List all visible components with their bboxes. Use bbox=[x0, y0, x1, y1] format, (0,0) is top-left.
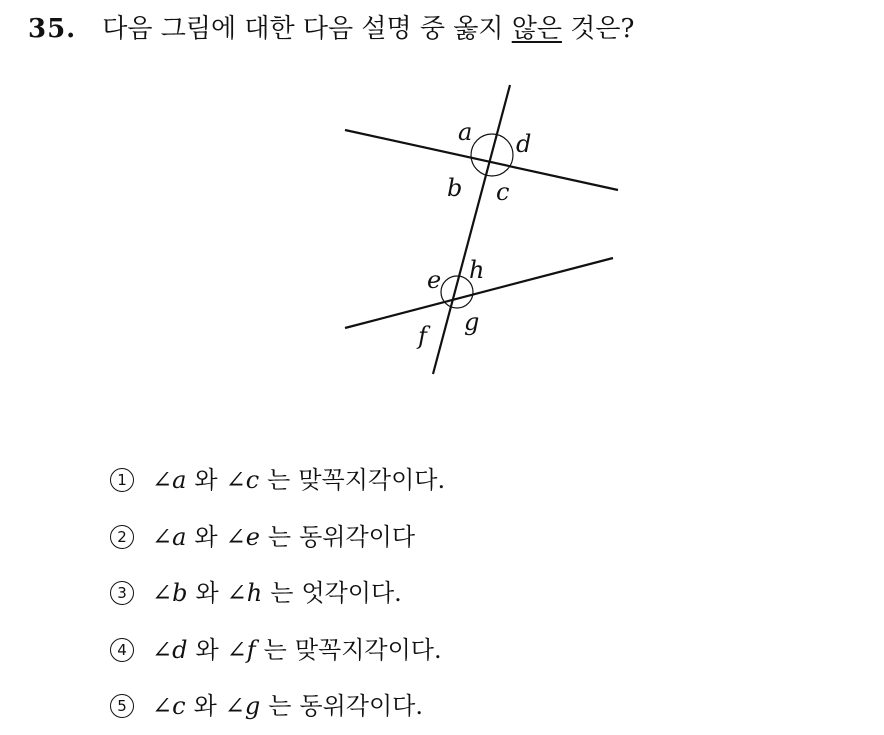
question-text-before: 다음 그림에 대한 다음 설명 중 옳지 bbox=[102, 14, 512, 44]
choice-number: 3 bbox=[110, 581, 134, 605]
choice-5[interactable] bbox=[110, 678, 445, 735]
choice-4[interactable] bbox=[110, 622, 445, 679]
choice-angle-2: ∠e bbox=[225, 522, 260, 551]
upper-line bbox=[345, 130, 618, 190]
choice-1[interactable] bbox=[110, 452, 445, 509]
choice-statement: 맞꼭지각이다. bbox=[294, 635, 442, 664]
figure-svg bbox=[330, 80, 630, 380]
choice-statement: 동위각이다 bbox=[299, 522, 416, 551]
question-text-after: 것은? bbox=[561, 14, 635, 44]
choice-number: 4 bbox=[110, 638, 134, 662]
choice-number: 1 bbox=[110, 468, 134, 492]
choice-topic: 는 bbox=[267, 466, 291, 495]
label-d: d bbox=[516, 130, 532, 158]
choice-statement: 맞꼭지각이다. bbox=[298, 466, 446, 495]
label-b: b bbox=[447, 174, 463, 202]
choice-angle-1: ∠b bbox=[152, 579, 188, 608]
choice-angle-1: ∠c bbox=[152, 692, 186, 721]
label-g: g bbox=[464, 308, 480, 336]
question-text-underlined: 않은 bbox=[511, 14, 562, 44]
choice-3[interactable] bbox=[110, 565, 445, 622]
question-stem bbox=[28, 12, 634, 46]
choice-angle-1: ∠a bbox=[152, 522, 187, 551]
choice-statement: 엇각이다. bbox=[301, 579, 402, 608]
choice-topic: 는 bbox=[267, 522, 292, 551]
choice-particle: 와 bbox=[193, 692, 217, 721]
angle-figure bbox=[330, 80, 630, 380]
answer-choices bbox=[110, 452, 445, 735]
choice-topic: 는 bbox=[263, 635, 287, 664]
choice-angle-2: ∠g bbox=[224, 692, 261, 721]
choice-angle-1: ∠a bbox=[152, 466, 187, 495]
choice-particle: 와 bbox=[194, 522, 218, 551]
label-a: a bbox=[458, 118, 473, 146]
choice-angle-2: ∠f bbox=[226, 635, 256, 664]
choice-2[interactable] bbox=[110, 509, 445, 566]
choice-particle: 와 bbox=[195, 635, 219, 664]
choice-angle-1: ∠d bbox=[152, 635, 188, 664]
choice-topic: 는 bbox=[270, 579, 294, 608]
choice-topic: 는 bbox=[268, 692, 292, 721]
choice-angle-2: ∠h bbox=[226, 579, 263, 608]
label-f: f bbox=[418, 322, 427, 350]
choice-number: 2 bbox=[110, 525, 134, 549]
choice-angle-2: ∠c bbox=[225, 466, 260, 495]
choice-particle: 와 bbox=[194, 466, 218, 495]
label-c: c bbox=[496, 178, 510, 206]
label-e: e bbox=[427, 266, 442, 294]
choice-statement: 동위각이다. bbox=[299, 692, 423, 721]
question-number: 35. bbox=[28, 14, 77, 44]
label-h: h bbox=[469, 256, 485, 284]
choice-number: 5 bbox=[110, 694, 134, 718]
choice-particle: 와 bbox=[195, 579, 219, 608]
